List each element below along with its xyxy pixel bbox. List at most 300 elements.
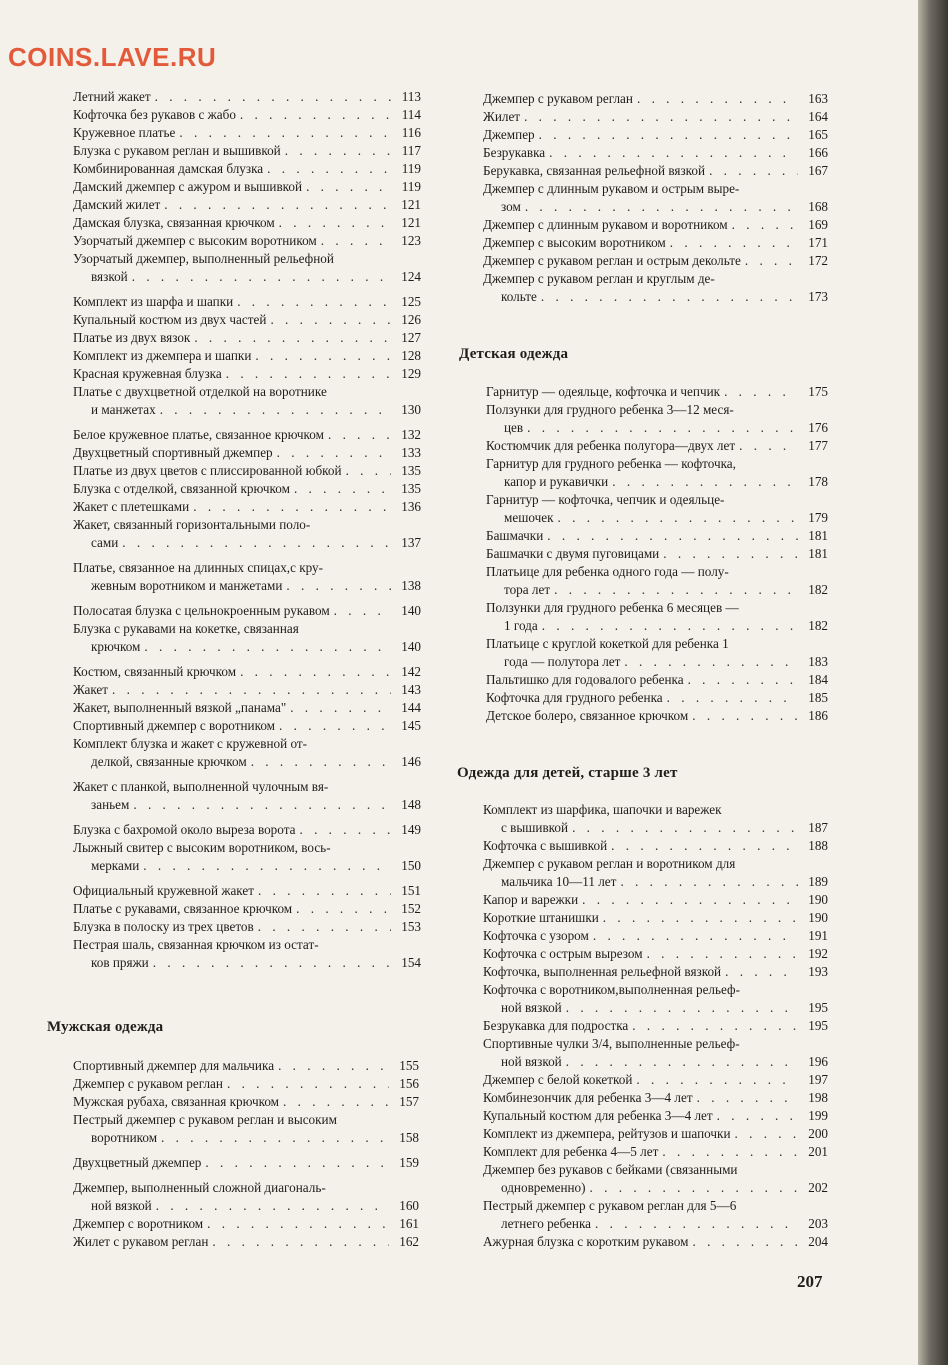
dot-leader (161, 1129, 389, 1147)
dot-leader (286, 577, 391, 595)
toc-entry (486, 401, 828, 437)
dot-leader (572, 819, 798, 837)
toc-entry-title: Платье с двухцветной отделкой на воротнике (73, 384, 327, 399)
dot-leader (299, 821, 391, 839)
toc-entry (73, 383, 421, 419)
dot-leader (226, 365, 391, 383)
toc-entry (73, 1093, 419, 1111)
toc-entry-title: Безрукавка для подростка (483, 1018, 629, 1033)
toc-entry-continuation: вязкой (91, 269, 128, 284)
toc-entry-title: Блузка с рукавом реглан и вышивкой (73, 143, 281, 158)
toc-entry-title: Блузка с бахромой около выреза ворота (73, 822, 296, 837)
dot-leader (566, 999, 798, 1017)
toc-entry-page: 204 (808, 1234, 828, 1249)
toc-entry (73, 516, 421, 552)
toc-entry-title: Спортивный джемпер для мальчика (73, 1058, 275, 1073)
toc-entry-page: 140 (401, 639, 421, 654)
toc-entry-title: Костюм, связанный крючком (73, 664, 237, 679)
section-title-older: Одежда для детей, старше 3 лет (457, 765, 678, 781)
toc-entry-page: 132 (401, 427, 421, 442)
dot-leader (593, 927, 798, 945)
toc-entry-page: 165 (808, 127, 828, 142)
toc-entry-title: Гарнитур для грудного ребенка — кофточка, (486, 456, 736, 471)
toc-entry-page: 116 (401, 125, 421, 140)
toc-entry-page: 195 (808, 1018, 828, 1033)
men-list (73, 1057, 419, 1251)
dot-leader (697, 1089, 798, 1107)
dot-leader (725, 963, 798, 981)
toc-entry-continuation: жевным воротником и манжетами (91, 578, 283, 593)
toc-entry-title: Платье, связанное на длинных спицах,с кру- (73, 560, 324, 575)
toc-entry-page: 128 (401, 348, 421, 363)
toc-entry-page: 135 (401, 463, 421, 478)
toc-entry-page: 158 (399, 1130, 419, 1145)
toc-entry (73, 620, 421, 656)
dot-leader (541, 288, 798, 306)
dot-leader (153, 954, 391, 972)
toc-entry-continuation: тора лет (504, 582, 551, 597)
dot-leader (155, 88, 391, 106)
toc-entry-page: 121 (401, 215, 421, 230)
toc-entry-title: Двухцветный джемпер (73, 1155, 202, 1170)
left-top-list (73, 88, 421, 972)
toc-entry (486, 491, 828, 527)
toc-entry-continuation: заньем (91, 797, 130, 812)
toc-entry-continuation: воротником (91, 1130, 158, 1145)
dot-leader (328, 426, 391, 444)
toc-entry-page: 130 (401, 402, 421, 417)
toc-entry-page: 124 (401, 269, 421, 284)
dot-leader (590, 1179, 798, 1197)
dot-leader (636, 1071, 798, 1089)
toc-entry (73, 778, 421, 814)
toc-entry-title: Гарнитур — кофточка, чепчик и одеяльце- (486, 492, 725, 507)
toc-entry (483, 108, 828, 126)
toc-entry (483, 909, 828, 927)
toc-entry-title: Гарнитур — одеяльце, кофточка и чепчик (486, 384, 721, 399)
dot-leader (603, 909, 798, 927)
dot-leader (346, 462, 391, 480)
toc-entry-title: Джемпер без рукавов с бейками (связанными (483, 1162, 738, 1177)
toc-entry-page: 172 (808, 253, 828, 268)
toc-entry (73, 663, 421, 681)
toc-entry (73, 1057, 419, 1075)
toc-entry (73, 918, 421, 936)
toc-entry-page: 179 (808, 510, 828, 525)
toc-entry (483, 801, 828, 837)
dot-leader (566, 1053, 798, 1071)
toc-entry (483, 1089, 828, 1107)
dot-leader (524, 108, 798, 126)
toc-entry-title: Кофточка с узором (483, 928, 589, 943)
toc-entry-title: Берукавка, связанная рельефной вязкой (483, 163, 706, 178)
toc-entry-page: 168 (808, 199, 828, 214)
dot-leader (558, 509, 799, 527)
dot-leader (277, 444, 391, 462)
toc-entry-continuation: сами (91, 535, 119, 550)
dot-leader (179, 124, 391, 142)
toc-entry (483, 1143, 828, 1161)
toc-entry (483, 144, 828, 162)
toc-entry-page: 138 (401, 578, 421, 593)
toc-entry (483, 981, 828, 1017)
toc-entry-page: 144 (401, 700, 421, 715)
toc-entry (73, 480, 421, 498)
toc-entry-title: Жакет с плетешками (73, 499, 190, 514)
toc-entry-title: Ползунки для грудного ребенка 6 месяцев — (486, 600, 739, 615)
dot-leader (717, 1107, 798, 1125)
toc-entry-title: Белое кружевное платье, связанное крючком (73, 427, 324, 442)
toc-entry-title: Дамский джемпер с ажуром и вышивкой (73, 179, 303, 194)
toc-entry (483, 927, 828, 945)
dot-leader (724, 383, 798, 401)
dot-leader (637, 90, 798, 108)
toc-entry-title: Джемпер с воротником (73, 1216, 204, 1231)
toc-entry-page: 184 (808, 672, 828, 687)
dot-leader (539, 126, 798, 144)
toc-entry-title: Джемпер с рукавом реглан и острым декольте (483, 253, 741, 268)
dot-leader (612, 473, 798, 491)
dot-leader (624, 653, 798, 671)
toc-entry-continuation: капор и рукавички (504, 474, 609, 489)
toc-entry-title: Платье с рукавами, связанное крючком (73, 901, 293, 916)
dot-leader (611, 837, 798, 855)
toc-entry-page: 176 (808, 420, 828, 435)
toc-entry-title: Кофточка, выполненная рельефной вязкой (483, 964, 722, 979)
toc-entry (73, 178, 421, 196)
toc-entry-page: 137 (401, 535, 421, 550)
dot-leader (670, 234, 798, 252)
dot-leader (662, 1143, 798, 1161)
dot-leader (279, 717, 391, 735)
toc-entry-page: 146 (401, 754, 421, 769)
toc-entry-title: Дамская блузка, связанная крючком (73, 215, 275, 230)
toc-entry-continuation: зом (501, 199, 521, 214)
dot-leader (554, 581, 798, 599)
toc-entry-page: 162 (399, 1234, 419, 1249)
toc-entry-title: Узорчатый джемпер, выполненный рельефной (73, 251, 334, 266)
dot-leader (632, 1017, 798, 1035)
toc-entry-title: Дамский жилет (73, 197, 161, 212)
dot-leader (240, 663, 391, 681)
toc-entry-page: 143 (401, 682, 421, 697)
toc-entry-page: 166 (808, 145, 828, 160)
toc-entry-title: Короткие штанишки (483, 910, 599, 925)
dot-leader (143, 857, 391, 875)
dot-leader (133, 796, 391, 814)
toc-entry-continuation: крючком (91, 639, 141, 654)
toc-entry (486, 545, 828, 563)
dot-leader (732, 216, 798, 234)
toc-entry (486, 635, 828, 671)
toc-entry-page: 178 (808, 474, 828, 489)
toc-entry-continuation: с вышивкой (501, 820, 569, 835)
toc-entry (483, 855, 828, 891)
toc-entry (483, 1071, 828, 1089)
toc-entry-page: 173 (808, 289, 828, 304)
toc-entry (73, 900, 421, 918)
dot-leader (692, 707, 798, 725)
dot-leader (582, 891, 798, 909)
toc-entry-title: Комплект для ребенка 4—5 лет (483, 1144, 659, 1159)
dot-leader (193, 498, 391, 516)
toc-entry-title: Джемпер с длинным рукавом и острым выре- (483, 181, 740, 196)
toc-entry-page: 201 (808, 1144, 828, 1159)
toc-entry-title: Лыжный свитер с высоким воротником, вось- (73, 840, 331, 855)
toc-entry (483, 1035, 828, 1071)
dot-leader (692, 1233, 798, 1251)
dot-leader (296, 900, 391, 918)
dot-leader (688, 671, 798, 689)
dot-leader (205, 1154, 389, 1172)
toc-entry-page: 185 (808, 690, 828, 705)
toc-entry-continuation: цев (504, 420, 524, 435)
toc-entry-title: Костюмчик для ребенка полугора—двух лет (486, 438, 736, 453)
dot-leader (240, 106, 391, 124)
toc-entry (483, 180, 828, 216)
toc-entry (486, 671, 828, 689)
toc-entry (73, 559, 421, 595)
toc-entry (73, 1111, 419, 1147)
toc-entry-page: 145 (401, 718, 421, 733)
toc-entry (73, 329, 421, 347)
toc-entry-page: 159 (399, 1155, 419, 1170)
toc-entry-title: Ползунки для грудного ребенка 3—12 меся- (486, 402, 734, 417)
toc-entry-page: 200 (808, 1126, 828, 1141)
toc-entry (73, 498, 421, 516)
dot-leader (212, 1233, 389, 1251)
toc-entry-continuation: летнего ребенка (501, 1216, 592, 1231)
toc-entry-title: Башмачки с двумя пуговицами (486, 546, 660, 561)
toc-entry (483, 90, 828, 108)
dot-leader (132, 268, 391, 286)
dot-leader (258, 918, 391, 936)
toc-entry (486, 383, 828, 401)
dot-leader (620, 873, 798, 891)
toc-entry-page: 198 (808, 1090, 828, 1105)
dot-leader (255, 347, 391, 365)
toc-entry-page: 190 (808, 892, 828, 907)
toc-entry-page: 113 (401, 89, 421, 104)
toc-entry (483, 270, 828, 306)
toc-entry-page: 119 (401, 161, 421, 176)
toc-entry (483, 216, 828, 234)
toc-entry-page: 167 (808, 163, 828, 178)
page-number: 207 (797, 1272, 823, 1291)
toc-entry-title: Платье из двух цветов с плиссированной юбкой (73, 463, 342, 478)
dot-leader (667, 689, 798, 707)
dot-leader (525, 198, 798, 216)
toc-entry-page: 160 (399, 1198, 419, 1213)
toc-entry-page: 135 (401, 481, 421, 496)
toc-entry-page: 181 (808, 528, 828, 543)
toc-entry-title: Комплект из шарфа и шапки (73, 294, 234, 309)
dot-leader (663, 545, 798, 563)
toc-entry-continuation: делкой, связанные крючком (91, 754, 247, 769)
toc-entry-title: Двухцветный спортивный джемпер (73, 445, 273, 460)
toc-entry-title: Узорчатый джемпер с высоким воротником (73, 233, 317, 248)
dot-leader (739, 437, 798, 455)
toc-entry-title: Блузка с рукавами на кокетке, связанная (73, 621, 299, 636)
dot-leader (542, 617, 798, 635)
toc-entry-page: 114 (401, 107, 421, 122)
toc-entry-page: 142 (401, 664, 421, 679)
dot-leader (122, 534, 391, 552)
right-top-list (483, 90, 828, 306)
toc-entry-title: Башмачки (486, 528, 544, 543)
toc-entry (73, 735, 421, 771)
toc-entry (73, 232, 421, 250)
toc-entry-page: 127 (401, 330, 421, 345)
dot-leader (321, 232, 391, 250)
toc-entry-continuation: ной вязкой (501, 1054, 562, 1069)
toc-entry-page: 189 (808, 874, 828, 889)
toc-entry (73, 347, 421, 365)
toc-entry-title: Пестрая шаль, связанная крючком из остат- (73, 937, 319, 952)
toc-entry-page: 169 (808, 217, 828, 232)
toc-entry (73, 1215, 419, 1233)
toc-entry-page: 152 (401, 901, 421, 916)
toc-entry-title: Купальный костюм из двух частей (73, 312, 267, 327)
toc-entry-continuation: кольте (501, 289, 537, 304)
toc-entry (73, 1179, 419, 1215)
toc-entry-page: 117 (401, 143, 421, 158)
toc-entry-title: Жилет (483, 109, 521, 124)
dot-leader (278, 1057, 389, 1075)
toc-entry-page: 150 (401, 858, 421, 873)
toc-entry-title: Жилет с рукавом реглан (73, 1234, 209, 1249)
toc-entry-title: Кофточка с острым вырезом (483, 946, 643, 961)
section-title-children: Детская одежда (459, 346, 569, 362)
toc-entry (73, 444, 421, 462)
dot-leader (270, 311, 391, 329)
toc-entry-title: Полосатая блузка с цельнокроенным рукавом (73, 603, 330, 618)
toc-entry-title: Комплект из шарфика, шапочки и варежек (483, 802, 722, 817)
dot-leader (258, 882, 391, 900)
toc-entry (73, 936, 421, 972)
toc-entry-page: 140 (401, 603, 421, 618)
toc-entry-page: 188 (808, 838, 828, 853)
toc-entry-title: Кофточка с вышивкой (483, 838, 608, 853)
toc-entry-title: Безрукавка (483, 145, 546, 160)
dot-leader (595, 1215, 798, 1233)
toc-entry-page: 157 (399, 1094, 419, 1109)
toc-entry-page: 202 (808, 1180, 828, 1195)
toc-entry (486, 707, 828, 725)
toc-entry-title: Спортивный джемпер с воротником (73, 718, 276, 733)
toc-entry-title: Комплект из джемпера, рейтузов и шапочки (483, 1126, 731, 1141)
toc-entry-title: Блузка с отделкой, связанной крючком (73, 481, 290, 496)
toc-entry-title: Джемпер с рукавом реглан и круглым де- (483, 271, 715, 286)
toc-entry-page: 129 (401, 366, 421, 381)
dot-leader (647, 945, 798, 963)
toc-entry-page: 136 (401, 499, 421, 514)
toc-entry-title: Джемпер (483, 127, 535, 142)
toc-entry-title: Джемпер с белой кокеткой (483, 1072, 633, 1087)
dot-leader (207, 1215, 389, 1233)
toc-entry (73, 699, 421, 717)
toc-entry-continuation: ной вязкой (501, 1000, 562, 1015)
dot-leader (709, 162, 798, 180)
toc-entry-page: 156 (399, 1076, 419, 1091)
dot-leader (279, 214, 391, 232)
toc-entry-page: 186 (808, 708, 828, 723)
toc-entry-page: 123 (401, 233, 421, 248)
toc-entry (73, 839, 421, 875)
toc-entry (73, 250, 421, 286)
toc-entry-title: Летний жакет (73, 89, 151, 104)
toc-entry-page: 191 (808, 928, 828, 943)
toc-entry (73, 1233, 419, 1251)
toc-entry-title: Жакет с планкой, выполненной чулочным вя- (73, 779, 329, 794)
toc-entry-page: 175 (808, 384, 828, 399)
toc-entry-title: Купальный костюм для ребенка 3—4 лет (483, 1108, 713, 1123)
toc-entry (73, 365, 421, 383)
toc-entry-page: 187 (808, 820, 828, 835)
toc-entry (73, 293, 421, 311)
toc-entry-title: Джемпер с рукавом реглан и воротником для (483, 856, 736, 871)
toc-entry-page: 171 (808, 235, 828, 250)
toc-entry-title: Джемпер с рукавом реглан (483, 91, 633, 106)
toc-entry-page: 126 (401, 312, 421, 327)
toc-entry (486, 437, 828, 455)
toc-entry-title: Спортивные чулки 3/4, выполненные рельеф- (483, 1036, 740, 1051)
toc-entry-title: Мужская рубаха, связанная крючком (73, 1094, 280, 1109)
toc-entry-page: 177 (808, 438, 828, 453)
toc-entry (483, 945, 828, 963)
toc-entry (483, 162, 828, 180)
toc-entry-continuation: мальчика 10—11 лет (501, 874, 617, 889)
toc-entry (483, 891, 828, 909)
toc-entry (73, 106, 421, 124)
toc-entry (483, 1125, 828, 1143)
dot-leader (164, 196, 391, 214)
toc-entry-title: Блузка в полоску из трех цветов (73, 919, 254, 934)
toc-entry-page: 203 (808, 1216, 828, 1231)
older-list (483, 801, 828, 1251)
toc-entry (73, 426, 421, 444)
toc-entry (73, 821, 421, 839)
toc-entry (483, 963, 828, 981)
toc-entry-title: Кофточка с воротником,выполненная рельеф- (483, 982, 740, 997)
toc-entry-page: 164 (808, 109, 828, 124)
toc-entry (73, 1154, 419, 1172)
toc-entry-page: 155 (399, 1058, 419, 1073)
toc-entry (73, 196, 421, 214)
toc-entry-title: Кружевное платье (73, 125, 176, 140)
toc-entry-title: Комплект из джемпера и шапки (73, 348, 252, 363)
toc-entry (73, 681, 421, 699)
toc-entry-title: Жакет, выполненный вязкой „панама" (73, 700, 287, 715)
toc-entry-title: Комплект блузка и жакет с кружевной от- (73, 736, 308, 751)
toc-entry (486, 455, 828, 491)
toc-entry (483, 1161, 828, 1197)
page-edge-shadow (918, 0, 948, 1365)
toc-entry-continuation: ной вязкой (91, 1198, 152, 1213)
toc-entry-continuation: мерками (91, 858, 140, 873)
toc-entry-title: Жакет, связанный горизонтальными поло- (73, 517, 311, 532)
toc-entry (483, 1107, 828, 1125)
toc-entry-page: 163 (808, 91, 828, 106)
toc-entry-title: Официальный кружевной жакет (73, 883, 255, 898)
dot-leader (285, 142, 391, 160)
toc-entry (73, 124, 421, 142)
toc-entry-page: 161 (399, 1216, 419, 1231)
toc-entry-title: Пальтишко для годовалого ребенка (486, 672, 684, 687)
toc-entry-page: 192 (808, 946, 828, 961)
toc-entry (73, 311, 421, 329)
section-title-men: Мужская одежда (47, 1019, 164, 1035)
